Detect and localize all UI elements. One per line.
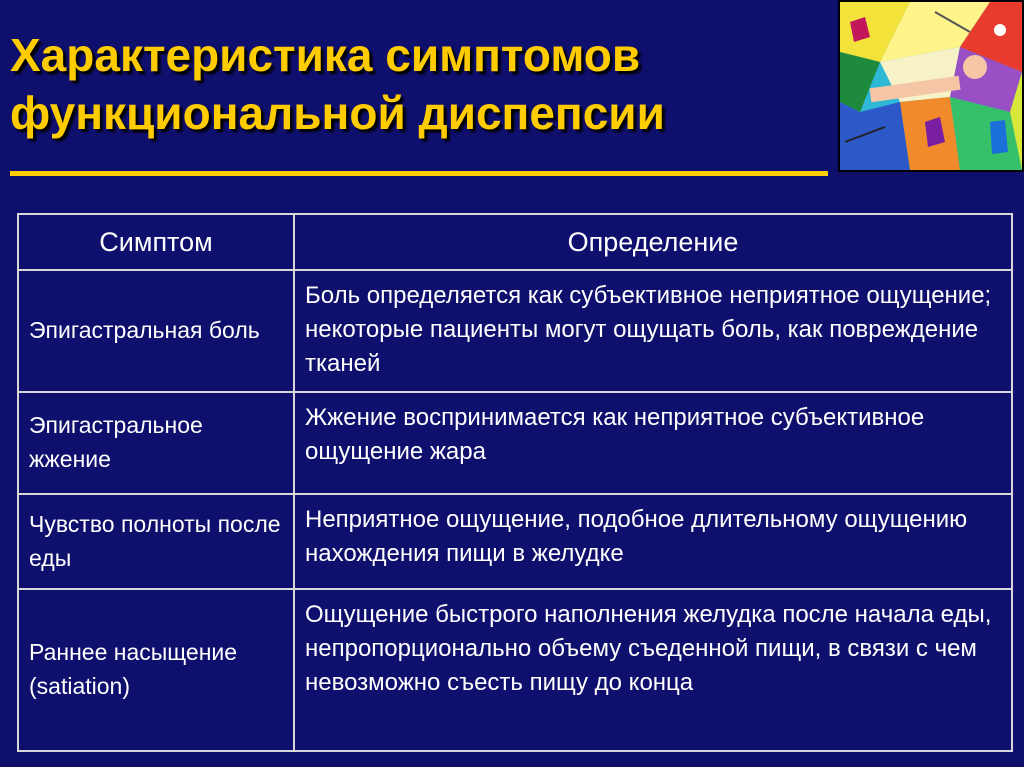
symptom-cell: Раннее насыщение (satiation) [18,589,294,751]
table-row [18,589,1012,751]
definition-cell: Жжение воспринимается как неприятное субъективное ощущение жара [294,392,1012,494]
table-row [18,270,1012,392]
symptoms-table [17,213,1013,752]
symptom-cell: Эпигастральное жжение [18,392,294,494]
header-symptom: Симптом [18,214,294,270]
definition-cell: Ощущение быстрого наполнения желудка после начала еды, непропорционально объему съеденной пищи, в связи с чем невозможно съесть пищу до конца [294,589,1012,751]
symptom-cell: Эпигастральная боль [18,270,294,392]
title-line-1: Характеристика симптомов [10,29,641,81]
table-row [18,392,1012,494]
table-row [18,494,1012,589]
definition-cell: Боль определяется как субъективное неприятное ощущение; некоторые пациенты могут ощущать боль, как повреждение тканей [294,270,1012,392]
title-line-2: функциональной диспепсии [10,87,665,139]
title-underline [10,171,828,176]
definition-cell: Неприятное ощущение, подобное длительному ощущению нахождения пищи в желудке [294,494,1012,589]
table-header-row [18,214,1012,270]
page-title [10,26,830,142]
header-definition: Определение [294,214,1012,270]
decorative-illustration [838,0,1024,172]
symptom-cell: Чувство полноты после еды [18,494,294,589]
